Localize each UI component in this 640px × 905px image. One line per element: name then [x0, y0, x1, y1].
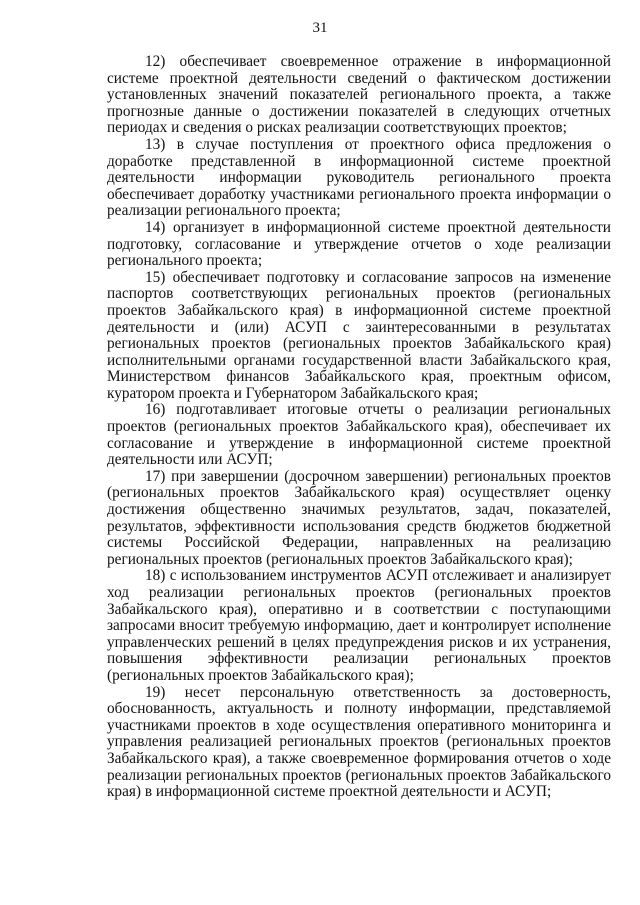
paragraph-12: 12) обеспечивает своевременное отражение в информационной системе проектной деятельности сведений о фактическом достижении установленных значений показателей регионального проекта, а также прогнозные данные о достижении показателей в следующих отчетных периодах и сведения о рисках реализации соответствующих проектов;	[107, 53, 611, 137]
paragraph-16: 16) подготавливает итоговые отчеты о реализации региональных проектов (региональных проектов Забайкальского края), обеспечивает их согласование и утверждение в информационной системе проектной деятельности или АСУП;	[107, 401, 611, 469]
paragraph-18: 18) с использованием инструментов АСУП отслеживает и анализирует ход реализации региональных проектов (региональных проектов Забайкальского края), оперативно и в соответствии с поступающими запросами вносит требуемую информацию, дает и контролирует исполнение управленческих решений в целях предупреждения рисков и их устранения, повышения эффективности реализации региональных проектов (региональных проектов Забайкальского края);	[107, 567, 611, 684]
paragraph-15: 15) обеспечивает подготовку и согласование запросов на изменение паспортов соответствующих региональных проектов (региональных проектов Забайкальского края) в информационной системе проектной деятельности и (или) АСУП с заинтересованными в результатах региональных проектов (региональных проектов Забайкальского края) исполнительными органами государственной власти Забайкальского края, Министерством финансов Забайкальского края, проектным офисом, куратором проекта и Губернатором Забайкальского края;	[107, 268, 611, 402]
paragraph-19: 19) несет персональную ответственность за достоверность, обоснованность, актуальность и полноту информации, представляемой участниками проектов в ходе осуществления оперативного мониторинга и управления реализацией региональных проектов (региональных проектов Забайкальского края), а также своевременное формирования отчетов о ходе реализации региональных проектов (региональных проектов Забайкальского края) в информационной системе проектной деятельности и АСУП;	[107, 683, 611, 801]
paragraph-17: 17) при завершении (досрочном завершении) региональных проектов (региональных проектов Забайкальского края) осуществляет оценку достижения общественно значимых результатов, задач, показателей, результатов, эффективности использования средств бюджетов бюджетной системы Российской Федерации, направленных на реализацию региональных проектов (региональных проектов Забайкальского края);	[107, 467, 611, 568]
document-body	[107, 54, 611, 801]
page-number: 31	[312, 20, 328, 36]
paragraph-14: 14) организует в информационной системе проектной деятельности подготовку, согласование и утверждение отчетов о ходе реализации регионального проекта;	[107, 218, 611, 270]
paragraph-13: 13) в случае поступления от проектного офиса предложения о доработке представленной в информационной системе проектной деятельности информации руководитель регионального проекта обеспечивает доработку участниками регионального проекта информации о реализации регионального проекта;	[107, 135, 611, 220]
